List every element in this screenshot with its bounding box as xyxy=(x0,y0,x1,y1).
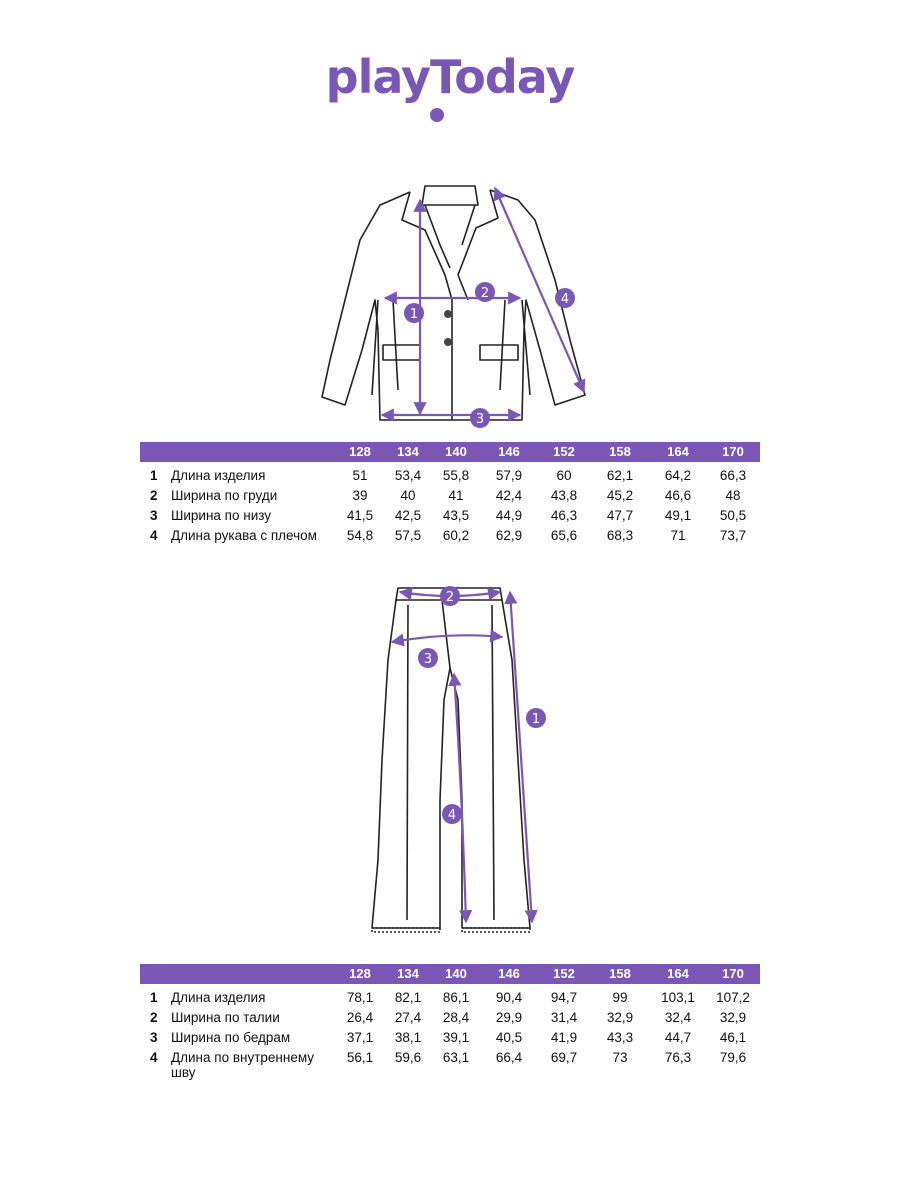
cell: 71 xyxy=(670,528,686,543)
table-row xyxy=(140,1007,760,1027)
cell: 28,4 xyxy=(442,1010,470,1025)
cell: 32,4 xyxy=(664,1010,692,1025)
svg-text:1: 1 xyxy=(409,307,419,322)
cell: 79,6 xyxy=(719,1050,747,1065)
cell: 43,8 xyxy=(550,488,578,503)
cell: 62,1 xyxy=(606,468,634,483)
svg-text:3: 3 xyxy=(423,652,433,667)
size-header: 170 xyxy=(722,444,744,459)
cell: 39 xyxy=(352,488,368,503)
row-number: 1 xyxy=(150,468,158,483)
svg-text:4: 4 xyxy=(447,808,457,823)
size-header: 152 xyxy=(553,444,575,459)
cell: 41,9 xyxy=(550,1030,578,1045)
size-header: 158 xyxy=(609,444,631,459)
cell: 37,1 xyxy=(346,1030,374,1045)
cell: 65,6 xyxy=(550,528,578,543)
cell: 31,4 xyxy=(550,1010,578,1025)
cell: 60 xyxy=(556,468,572,483)
row-number: 3 xyxy=(150,1030,158,1045)
cell: 59,6 xyxy=(394,1050,422,1065)
cell: 99 xyxy=(612,990,628,1005)
cell: 46,6 xyxy=(664,488,692,503)
row-number: 1 xyxy=(150,990,158,1005)
size-header: 140 xyxy=(445,444,467,459)
size-header: 146 xyxy=(498,444,520,459)
size-header: 134 xyxy=(397,444,419,459)
size-header: 164 xyxy=(667,444,689,459)
size-header: 146 xyxy=(498,966,520,981)
cell: 56,1 xyxy=(346,1050,374,1065)
row-number: 3 xyxy=(150,508,158,523)
cell: 48 xyxy=(725,488,741,503)
cell: 32,9 xyxy=(606,1010,634,1025)
row-label: Ширина по талии xyxy=(171,1010,280,1025)
size-header: 164 xyxy=(667,966,689,981)
row-number: 2 xyxy=(150,1010,158,1025)
svg-text:1: 1 xyxy=(531,712,541,727)
cell: 68,3 xyxy=(606,528,634,543)
cell: 55,8 xyxy=(442,468,470,483)
size-header: 140 xyxy=(445,966,467,981)
table-header xyxy=(140,964,760,984)
size-header: 128 xyxy=(349,444,371,459)
table-row xyxy=(140,525,760,545)
table-row xyxy=(140,987,760,1007)
cell: 90,4 xyxy=(495,990,523,1005)
cell: 66,3 xyxy=(719,468,747,483)
table-row xyxy=(140,1047,760,1081)
row-label: Ширина по груди xyxy=(171,488,278,503)
cell: 44,9 xyxy=(495,508,523,523)
row-label: Длина рукава с плечом xyxy=(171,528,317,543)
cell: 69,7 xyxy=(550,1050,578,1065)
cell: 60,2 xyxy=(442,528,470,543)
trousers-marker-1 xyxy=(526,708,546,728)
size-header: 128 xyxy=(349,966,371,981)
cell: 51 xyxy=(352,468,368,483)
table-row xyxy=(140,1027,760,1047)
cell: 82,1 xyxy=(394,990,422,1005)
cell: 50,5 xyxy=(719,508,747,523)
row-number: 4 xyxy=(150,1050,158,1065)
jacket-marker-1 xyxy=(404,303,424,323)
measure-markers xyxy=(404,282,575,824)
cell: 45,2 xyxy=(606,488,634,503)
svg-text:2: 2 xyxy=(445,590,455,605)
cell: 46,3 xyxy=(550,508,578,523)
cell: 38,1 xyxy=(394,1030,422,1045)
cell: 54,8 xyxy=(346,528,374,543)
cell: 42,4 xyxy=(495,488,523,503)
cell: 27,4 xyxy=(394,1010,422,1025)
cell: 43,3 xyxy=(606,1030,634,1045)
cell: 63,1 xyxy=(442,1050,470,1065)
cell: 40,5 xyxy=(495,1030,523,1045)
size-header: 152 xyxy=(553,966,575,981)
cell: 57,9 xyxy=(495,468,523,483)
table-row xyxy=(140,465,760,485)
cell: 43,5 xyxy=(442,508,470,523)
size-header: 170 xyxy=(722,966,744,981)
cell: 53,4 xyxy=(394,468,422,483)
cell: 49,1 xyxy=(664,508,692,523)
cell: 57,5 xyxy=(394,528,422,543)
cell: 41 xyxy=(448,488,464,503)
cell: 40 xyxy=(400,488,416,503)
trousers-marker-4 xyxy=(442,804,462,824)
cell: 73,7 xyxy=(719,528,747,543)
trousers-marker-2 xyxy=(440,586,460,606)
row-label: Ширина по низу xyxy=(171,508,272,523)
cell: 103,1 xyxy=(661,990,695,1005)
cell: 29,9 xyxy=(495,1010,523,1025)
row-label: Длина изделия xyxy=(171,990,266,1005)
cell: 44,7 xyxy=(664,1030,692,1045)
row-label: Длина изделия xyxy=(171,468,266,483)
size-header: 158 xyxy=(609,966,631,981)
trousers-marker-3 xyxy=(418,648,438,668)
jacket-marker-2 xyxy=(475,282,495,302)
cell: 73 xyxy=(612,1050,628,1065)
svg-text:2: 2 xyxy=(480,286,490,301)
cell: 86,1 xyxy=(442,990,470,1005)
jacket-marker-3 xyxy=(470,408,490,428)
cell: 42,5 xyxy=(394,508,422,523)
cell: 26,4 xyxy=(346,1010,374,1025)
cell: 107,2 xyxy=(716,990,750,1005)
svg-text:4: 4 xyxy=(560,292,570,307)
cell: 32,9 xyxy=(719,1010,747,1025)
row-number: 2 xyxy=(150,488,158,503)
jacket-buttons xyxy=(444,310,452,346)
cell: 66,4 xyxy=(495,1050,523,1065)
row-label: Длина по внутреннему шву xyxy=(171,1050,315,1080)
trousers-size-table xyxy=(140,964,760,1081)
brand-logo: playToday xyxy=(325,50,575,104)
cell: 47,7 xyxy=(606,508,634,523)
jacket-size-table xyxy=(140,442,760,545)
cell: 94,7 xyxy=(550,990,578,1005)
row-label: Ширина по бедрам xyxy=(171,1030,291,1045)
cell: 46,1 xyxy=(719,1030,747,1045)
trousers-drawing xyxy=(372,588,530,932)
svg-text:3: 3 xyxy=(475,412,485,427)
table-row xyxy=(140,485,760,505)
size-header: 134 xyxy=(397,966,419,981)
cell: 41,5 xyxy=(346,508,374,523)
cell: 64,2 xyxy=(664,468,692,483)
cell: 39,1 xyxy=(442,1030,470,1045)
cell: 62,9 xyxy=(495,528,523,543)
jacket-marker-4 xyxy=(555,288,575,308)
cell: 78,1 xyxy=(346,990,374,1005)
cell: 76,3 xyxy=(664,1050,692,1065)
table-header xyxy=(140,442,760,462)
row-number: 4 xyxy=(150,528,158,543)
table-row xyxy=(140,505,760,525)
